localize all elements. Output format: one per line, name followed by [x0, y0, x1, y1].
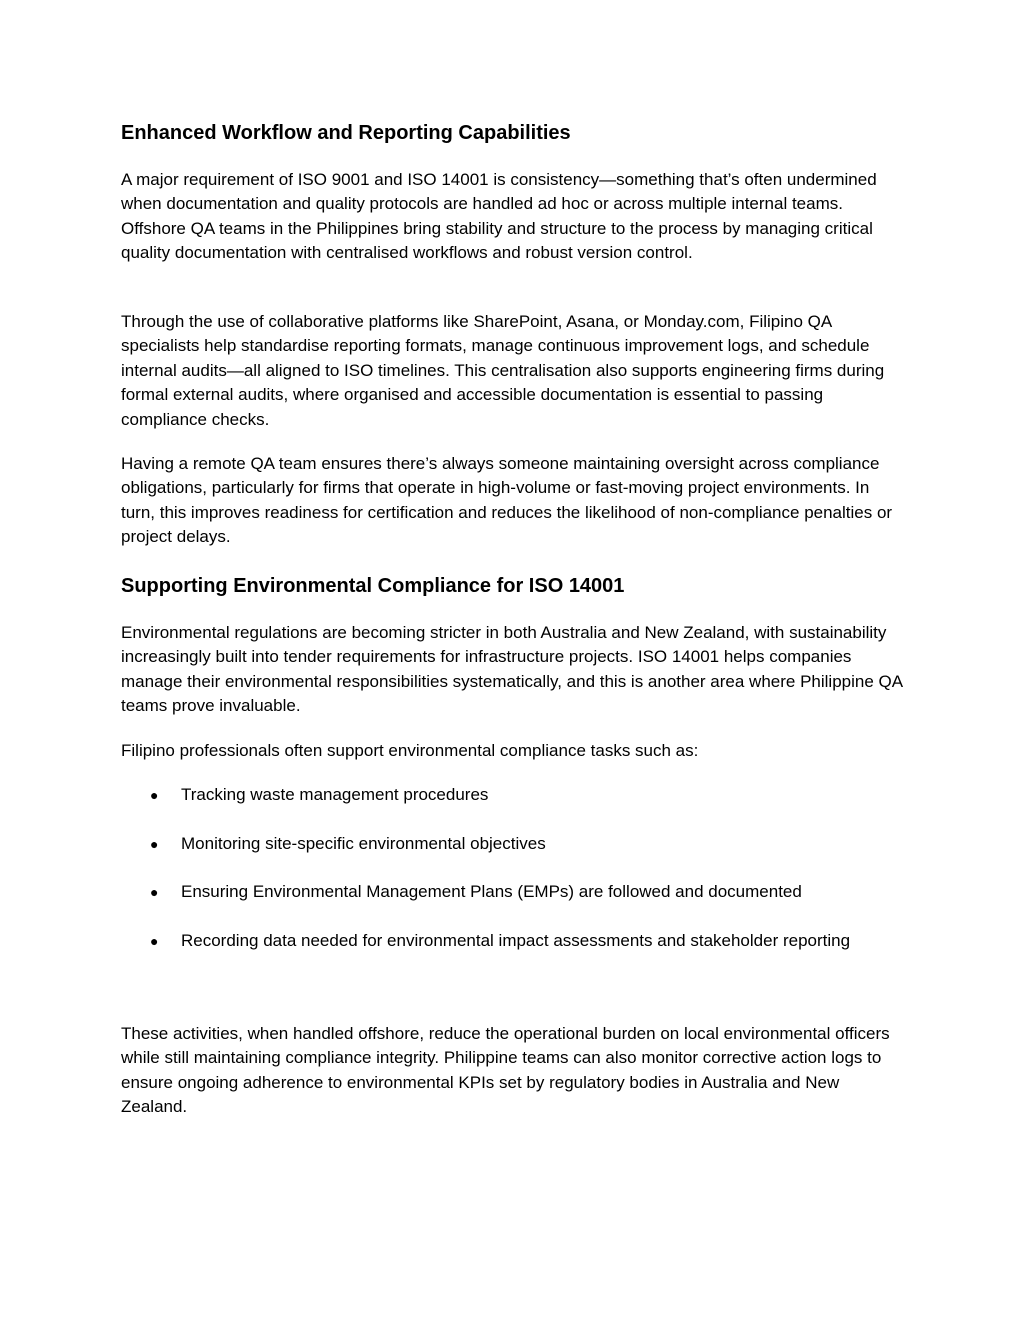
list-item-text: Tracking waste management procedures [181, 785, 489, 804]
bullet-icon: ● [150, 933, 159, 949]
list-item-text: Ensuring Environmental Management Plans (EMPs) are followed and documented [181, 882, 802, 901]
list-item-text: Recording data needed for environmental impact assessments and stakeholder reporting [181, 931, 851, 950]
list-item [121, 832, 906, 856]
bullet-icon: ● [150, 787, 159, 803]
paragraph-tasks-intro: Filipino professionals often support environmental compliance tasks such as: [121, 741, 699, 760]
list-item [121, 880, 906, 904]
section-heading-workflow: Enhanced Workflow and Reporting Capabilities [121, 122, 571, 144]
paragraph-remote-qa-team: Having a remote QA team ensures there’s always someone maintaining oversight across compliance obligations, particularly for firms that operate in high-volume or fast-moving project environments. In turn, this improves readiness for certification and reduces the likelihood of non-compliance penalties or project delays. [121, 454, 893, 547]
paragraph-environmental-regulations: Environmental regulations are becoming stricter in both Australia and New Zealand, with sustainability increasingly built into tender requirements for infrastructure projects. ISO 14001 helps companies manage their environmental responsibilities systematically, and this is another area where Philippine QA teams prove invaluable. [121, 623, 903, 716]
list-item [121, 929, 906, 953]
paragraph-consistency: A major requirement of ISO 9001 and ISO 14001 is consistency—something that’s often undermined when documentation and quality protocols are handled ad hoc or across multiple internal teams. Offshore QA teams in the Philippines bring stability and structure to the process by managing critical quality documentation with centralised workflows and robust version control. [121, 170, 877, 263]
list-item-text: Monitoring site-specific environmental objectives [181, 834, 546, 853]
list-item [121, 783, 906, 807]
paragraph-collaborative-platforms: Through the use of collaborative platforms like SharePoint, Asana, or Monday.com, Filipino QA specialists help standardise reporting formats, manage continuous improvement logs, and schedule internal audits—all aligned to ISO timelines. This centralisation also supports engineering firms during formal external audits, where organised and accessible documentation is essential to passing compliance checks. [121, 312, 885, 429]
section-heading-environmental: Supporting Environmental Compliance for ISO 14001 [121, 575, 625, 597]
bullet-icon: ● [150, 836, 159, 852]
paragraph-closing: These activities, when handled offshore, reduce the operational burden on local environmental officers while still maintaining compliance integrity. Philippine teams can also monitor corrective action logs to ensure ongoing adherence to environmental KPIs set by regulatory bodies in Australia and New Zealand. [121, 1024, 890, 1117]
bullet-icon: ● [150, 884, 159, 900]
